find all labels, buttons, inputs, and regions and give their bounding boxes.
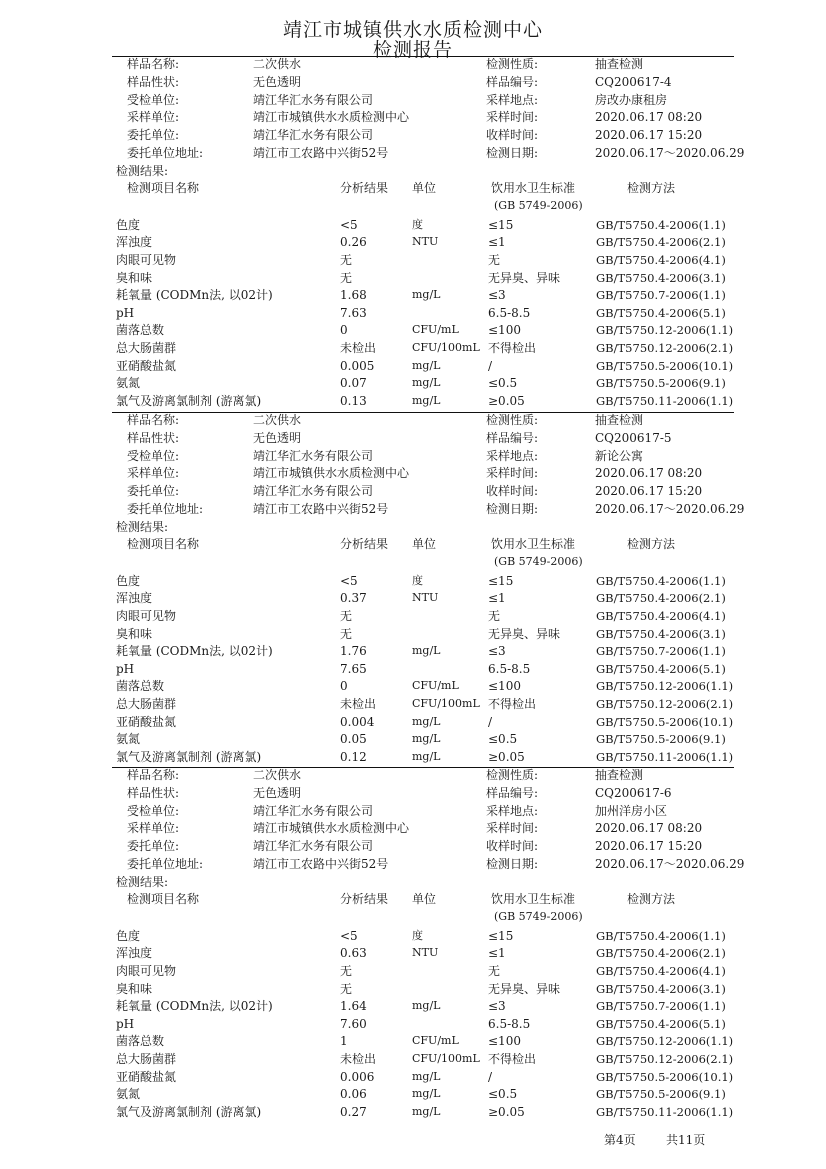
unit-value: CFU/mL <box>412 323 459 337</box>
test-item-name: 菌落总数 <box>116 679 165 694</box>
result-value: 0.26 <box>340 235 367 250</box>
result-value: 无 <box>340 253 353 267</box>
unit-value: mg/L <box>412 732 441 746</box>
standard-value: 不得检出 <box>488 341 537 355</box>
info-label: 采样时间: <box>486 110 539 125</box>
info-label: 受检单位: <box>127 803 180 818</box>
info-value: 靖江华汇水务有限公司 <box>253 839 374 854</box>
result-value: <5 <box>340 928 358 943</box>
info-value: 靖江市工农路中兴街52号 <box>253 146 389 160</box>
info-label: 收样时间: <box>486 839 539 854</box>
standard-value: 无异臭、异味 <box>488 981 561 996</box>
test-item-name: 臭和味 <box>116 981 153 996</box>
info-label: 检测日期: <box>486 857 539 871</box>
standard-value: ≥0.05 <box>488 1104 525 1119</box>
info-label: 样品性状: <box>127 785 180 800</box>
info-value: 抽查检测 <box>595 413 644 427</box>
column-header-standard: 饮用水卫生标准 <box>491 180 576 195</box>
test-item-name: 总大肠菌群 <box>116 697 177 711</box>
method-value: GB/T5750.4-2006(3.1) <box>596 270 726 285</box>
standard-value: ≤100 <box>488 679 521 694</box>
standard-value: ≤15 <box>488 928 514 943</box>
info-label: 委托单位地址: <box>127 146 204 160</box>
info-value: 二次供水 <box>253 413 302 427</box>
method-value: GB/T5750.4-2006(2.1) <box>596 946 726 961</box>
standard-value: ≤100 <box>488 323 521 338</box>
test-item-name: 亚硝酸盐氮 <box>116 1069 177 1084</box>
standard-value: ≤15 <box>488 573 514 588</box>
result-value: 7.65 <box>340 661 367 676</box>
info-value: 2020.06.17 15:20 <box>595 128 703 143</box>
column-header-item: 检测项目名称 <box>127 891 200 906</box>
unit-value: mg/L <box>412 288 441 302</box>
column-header-result: 分析结果 <box>340 891 389 906</box>
info-label: 采样地点: <box>486 803 539 818</box>
result-value: 0.63 <box>340 946 367 961</box>
test-item-name: 肉眼可见物 <box>116 964 177 978</box>
unit-value: NTU <box>412 946 439 960</box>
info-value: 抽查检测 <box>595 57 644 71</box>
method-value: GB/T5750.4-2006(2.1) <box>596 591 726 606</box>
column-header-standard-code: (GB 5749-2006) <box>494 909 583 923</box>
info-value: 靖江市城镇供水水质检测中心 <box>253 110 410 125</box>
method-value: GB/T5750.12-2006(2.1) <box>596 697 734 711</box>
test-item-name: 氨氮 <box>116 1087 141 1102</box>
result-value: 0 <box>340 323 348 338</box>
test-item-name: 浑浊度 <box>116 591 153 606</box>
result-value: 0 <box>340 679 348 694</box>
standard-value: ≤3 <box>488 999 506 1014</box>
standard-value: 不得检出 <box>488 1052 537 1066</box>
method-value: GB/T5750.7-2006(1.1) <box>596 644 726 659</box>
method-value: GB/T5750.12-2006(1.1) <box>596 1034 734 1049</box>
method-value: GB/T5750.5-2006(9.1) <box>596 732 726 747</box>
method-value: GB/T5750.12-2006(1.1) <box>596 323 734 338</box>
test-item-name: 肉眼可见物 <box>116 253 177 267</box>
column-header-unit: 单位 <box>412 180 437 195</box>
unit-value: 度 <box>412 928 423 942</box>
info-label: 采样时间: <box>486 466 539 481</box>
result-value: 1.64 <box>340 999 367 1014</box>
standard-value: 无 <box>488 253 501 267</box>
info-value: 2020.06.17～2020.06.29 <box>595 146 745 160</box>
test-item-name: pH <box>116 305 135 320</box>
column-header-standard-code: (GB 5749-2006) <box>494 198 583 212</box>
standard-value: ≤0.5 <box>488 1087 518 1102</box>
info-label: 收样时间: <box>486 128 539 143</box>
result-value: 7.60 <box>340 1016 367 1031</box>
result-value: <5 <box>340 217 358 232</box>
unit-value: NTU <box>412 235 439 249</box>
unit-value: mg/L <box>412 714 441 728</box>
unit-value: NTU <box>412 591 439 605</box>
method-value: GB/T5750.7-2006(1.1) <box>596 288 726 303</box>
test-item-name: 氨氮 <box>116 732 141 747</box>
info-label: 采样单位: <box>127 466 180 481</box>
info-value: 2020.06.17 08:20 <box>595 821 703 836</box>
method-value: GB/T5750.4-2006(1.1) <box>596 573 726 588</box>
method-value: GB/T5750.4-2006(5.1) <box>596 305 726 320</box>
info-label: 样品名称: <box>127 413 180 427</box>
info-label: 采样时间: <box>486 821 539 836</box>
info-label: 样品编号: <box>486 785 539 800</box>
info-label: 检测性质: <box>486 413 539 427</box>
info-value: 无色透明 <box>253 74 302 89</box>
method-value: GB/T5750.5-2006(9.1) <box>596 1087 726 1102</box>
standard-value: ≤0.5 <box>488 732 518 747</box>
result-value: 未检出 <box>340 1052 377 1066</box>
info-label: 采样地点: <box>486 448 539 463</box>
standard-value: ≤3 <box>488 288 506 303</box>
info-value: 靖江华汇水务有限公司 <box>253 484 374 499</box>
info-label: 检测日期: <box>486 146 539 160</box>
page-number: 第4页 <box>604 1133 636 1147</box>
page-total: 共11页 <box>666 1133 706 1147</box>
column-header-standard: 饮用水卫生标准 <box>491 891 576 906</box>
column-header-unit: 单位 <box>412 536 437 551</box>
unit-value: CFU/100mL <box>412 1052 480 1065</box>
info-label: 检测日期: <box>486 502 539 516</box>
result-value: 无 <box>340 964 353 978</box>
info-value: 新论公寓 <box>595 448 644 463</box>
unit-value: CFU/mL <box>412 1034 459 1048</box>
unit-value: 度 <box>412 217 423 231</box>
column-header-item: 检测项目名称 <box>127 536 200 551</box>
unit-value: mg/L <box>412 393 441 407</box>
column-header-method: 检测方法 <box>627 180 676 195</box>
info-value: 抽查检测 <box>595 768 644 782</box>
result-value: 无 <box>340 981 353 996</box>
test-item-name: 臭和味 <box>116 626 153 641</box>
method-value: GB/T5750.4-2006(1.1) <box>596 928 726 943</box>
info-value: 2020.06.17～2020.06.29 <box>595 502 745 516</box>
result-value: 未检出 <box>340 341 377 355</box>
result-value: 7.63 <box>340 305 367 320</box>
standard-value: ≤1 <box>488 946 506 961</box>
info-value: 房改办康租房 <box>595 92 668 107</box>
report-title: 检测报告 <box>372 39 453 61</box>
standard-value: 6.5-8.5 <box>488 661 531 676</box>
result-value: 0.27 <box>340 1104 367 1119</box>
info-label: 样品性状: <box>127 430 180 445</box>
method-value: GB/T5750.4-2006(4.1) <box>596 253 726 267</box>
column-header-result: 分析结果 <box>340 536 389 551</box>
info-value: CQ200617-4 <box>595 74 672 89</box>
test-item-name: 总大肠菌群 <box>116 341 177 355</box>
result-value: 0.006 <box>340 1069 375 1084</box>
test-item-name: 浑浊度 <box>116 235 153 250</box>
test-item-name: 色度 <box>116 928 141 943</box>
method-value: GB/T5750.4-2006(4.1) <box>596 964 726 978</box>
unit-value: CFU/100mL <box>412 341 480 354</box>
standard-value: ≤100 <box>488 1034 521 1049</box>
result-value: 无 <box>340 626 353 641</box>
test-item-name: 亚硝酸盐氮 <box>116 714 177 729</box>
result-value: 1.76 <box>340 644 367 659</box>
standard-value: 无异臭、异味 <box>488 626 561 641</box>
result-value: 0.13 <box>340 393 367 408</box>
test-item-name: 臭和味 <box>116 270 153 285</box>
info-label: 采样单位: <box>127 110 180 125</box>
result-value: 0.12 <box>340 749 367 764</box>
column-header-result: 分析结果 <box>340 180 389 195</box>
result-value: 0.004 <box>340 714 375 729</box>
method-value: GB/T5750.4-2006(1.1) <box>596 217 726 232</box>
info-label: 样品名称: <box>127 768 180 782</box>
method-value: GB/T5750.11-2006(1.1) <box>596 749 734 764</box>
info-value: 靖江市工农路中兴街52号 <box>253 502 389 516</box>
standard-value: ≤15 <box>488 217 514 232</box>
info-value: 靖江市城镇供水水质检测中心 <box>253 466 410 481</box>
column-header-standard: 饮用水卫生标准 <box>491 536 576 551</box>
unit-value: mg/L <box>412 644 441 658</box>
result-value: 1.68 <box>340 288 367 303</box>
standard-value: 无 <box>488 609 501 623</box>
info-value: 2020.06.17 08:20 <box>595 110 703 125</box>
info-value: 2020.06.17 15:20 <box>595 839 703 854</box>
info-value: 靖江市城镇供水水质检测中心 <box>253 821 410 836</box>
test-item-name: 耗氧量 (CODMn法, 以02计) <box>116 999 273 1014</box>
test-item-name: 色度 <box>116 573 141 588</box>
method-value: GB/T5750.12-2006(1.1) <box>596 679 734 694</box>
standard-value: 6.5-8.5 <box>488 1016 531 1031</box>
unit-value: 度 <box>412 573 423 587</box>
standard-value: / <box>488 358 493 373</box>
test-item-name: 氯气及游离氯制剂 (游离氯) <box>116 749 262 764</box>
result-value: 未检出 <box>340 697 377 711</box>
test-item-name: 亚硝酸盐氮 <box>116 358 177 373</box>
test-item-name: 氨氮 <box>116 376 141 391</box>
method-value: GB/T5750.5-2006(10.1) <box>596 714 734 729</box>
test-item-name: pH <box>116 661 135 676</box>
info-value: 加州洋房小区 <box>595 803 668 818</box>
standard-value: 6.5-8.5 <box>488 305 531 320</box>
info-value: 无色透明 <box>253 430 302 445</box>
info-label: 受检单位: <box>127 92 180 107</box>
info-label: 检测性质: <box>486 57 539 71</box>
standard-value: ≤0.5 <box>488 376 518 391</box>
unit-value: CFU/mL <box>412 679 459 693</box>
info-label: 委托单位地址: <box>127 502 204 516</box>
test-item-name: 浑浊度 <box>116 946 153 961</box>
test-item-name: 氯气及游离氯制剂 (游离氯) <box>116 393 262 408</box>
result-value: 0.005 <box>340 358 375 373</box>
method-value: GB/T5750.12-2006(2.1) <box>596 1052 734 1066</box>
info-value: 2020.06.17～2020.06.29 <box>595 857 745 871</box>
results-label: 检测结果: <box>116 163 169 178</box>
standard-value: ≥0.05 <box>488 393 525 408</box>
info-value: 靖江华汇水务有限公司 <box>253 448 374 463</box>
method-value: GB/T5750.7-2006(1.1) <box>596 999 726 1014</box>
info-label: 委托单位: <box>127 128 180 143</box>
test-item-name: pH <box>116 1016 135 1031</box>
method-value: GB/T5750.12-2006(2.1) <box>596 341 734 355</box>
info-value: CQ200617-6 <box>595 785 672 800</box>
info-label: 样品编号: <box>486 74 539 89</box>
method-value: GB/T5750.4-2006(3.1) <box>596 626 726 641</box>
report-org-title: 靖江市城镇供水水质检测中心 <box>282 19 543 41</box>
test-item-name: 肉眼可见物 <box>116 609 177 623</box>
column-header-item: 检测项目名称 <box>127 180 200 195</box>
method-value: GB/T5750.5-2006(10.1) <box>596 1069 734 1084</box>
info-value: 无色透明 <box>253 785 302 800</box>
info-label: 检测性质: <box>486 768 539 782</box>
result-value: 0.06 <box>340 1087 367 1102</box>
method-value: GB/T5750.5-2006(10.1) <box>596 358 734 373</box>
info-label: 受检单位: <box>127 448 180 463</box>
test-item-name: 色度 <box>116 217 141 232</box>
unit-value: mg/L <box>412 749 441 763</box>
info-value: 二次供水 <box>253 57 302 71</box>
info-value: 2020.06.17 15:20 <box>595 484 703 499</box>
info-label: 委托单位: <box>127 839 180 854</box>
test-item-name: 菌落总数 <box>116 1034 165 1049</box>
info-label: 样品编号: <box>486 430 539 445</box>
result-value: 无 <box>340 270 353 285</box>
standard-value: 不得检出 <box>488 697 537 711</box>
method-value: GB/T5750.4-2006(5.1) <box>596 1016 726 1031</box>
result-value: 0.05 <box>340 732 367 747</box>
standard-value: / <box>488 1069 493 1084</box>
standard-value: / <box>488 714 493 729</box>
standard-value: 无异臭、异味 <box>488 270 561 285</box>
info-label: 样品名称: <box>127 57 180 71</box>
standard-value: 无 <box>488 964 501 978</box>
info-label: 收样时间: <box>486 484 539 499</box>
unit-value: mg/L <box>412 1087 441 1101</box>
info-value: 靖江市工农路中兴街52号 <box>253 857 389 871</box>
test-item-name: 菌落总数 <box>116 323 165 338</box>
test-item-name: 总大肠菌群 <box>116 1052 177 1066</box>
result-value: 1 <box>340 1034 348 1049</box>
info-value: 2020.06.17 08:20 <box>595 466 703 481</box>
result-value: 0.37 <box>340 591 367 606</box>
info-label: 采样单位: <box>127 821 180 836</box>
unit-value: CFU/100mL <box>412 697 480 710</box>
test-item-name: 耗氧量 (CODMn法, 以02计) <box>116 644 273 659</box>
results-label: 检测结果: <box>116 874 169 889</box>
method-value: GB/T5750.4-2006(4.1) <box>596 609 726 623</box>
method-value: GB/T5750.4-2006(5.1) <box>596 661 726 676</box>
unit-value: mg/L <box>412 999 441 1013</box>
standard-value: ≤1 <box>488 235 506 250</box>
info-label: 委托单位: <box>127 484 180 499</box>
unit-value: mg/L <box>412 1069 441 1083</box>
unit-value: mg/L <box>412 1104 441 1118</box>
info-value: 靖江华汇水务有限公司 <box>253 92 374 107</box>
column-header-unit: 单位 <box>412 891 437 906</box>
column-header-method: 检测方法 <box>627 536 676 551</box>
test-item-name: 耗氧量 (CODMn法, 以02计) <box>116 288 273 303</box>
method-value: GB/T5750.11-2006(1.1) <box>596 1104 734 1119</box>
standard-value: ≥0.05 <box>488 749 525 764</box>
info-label: 委托单位地址: <box>127 857 204 871</box>
info-label: 样品性状: <box>127 74 180 89</box>
unit-value: mg/L <box>412 376 441 390</box>
results-label: 检测结果: <box>116 519 169 534</box>
column-header-method: 检测方法 <box>627 891 676 906</box>
method-value: GB/T5750.11-2006(1.1) <box>596 393 734 408</box>
column-header-standard-code: (GB 5749-2006) <box>494 554 583 568</box>
method-value: GB/T5750.4-2006(2.1) <box>596 235 726 250</box>
method-value: GB/T5750.5-2006(9.1) <box>596 376 726 391</box>
unit-value: mg/L <box>412 358 441 372</box>
standard-value: ≤3 <box>488 644 506 659</box>
info-label: 采样地点: <box>486 92 539 107</box>
info-value: 靖江华汇水务有限公司 <box>253 128 374 143</box>
result-value: 0.07 <box>340 376 367 391</box>
info-value: CQ200617-5 <box>595 430 672 445</box>
info-value: 二次供水 <box>253 768 302 782</box>
standard-value: ≤1 <box>488 591 506 606</box>
info-value: 靖江华汇水务有限公司 <box>253 803 374 818</box>
result-value: <5 <box>340 573 358 588</box>
test-item-name: 氯气及游离氯制剂 (游离氯) <box>116 1104 262 1119</box>
result-value: 无 <box>340 609 353 623</box>
method-value: GB/T5750.4-2006(3.1) <box>596 981 726 996</box>
